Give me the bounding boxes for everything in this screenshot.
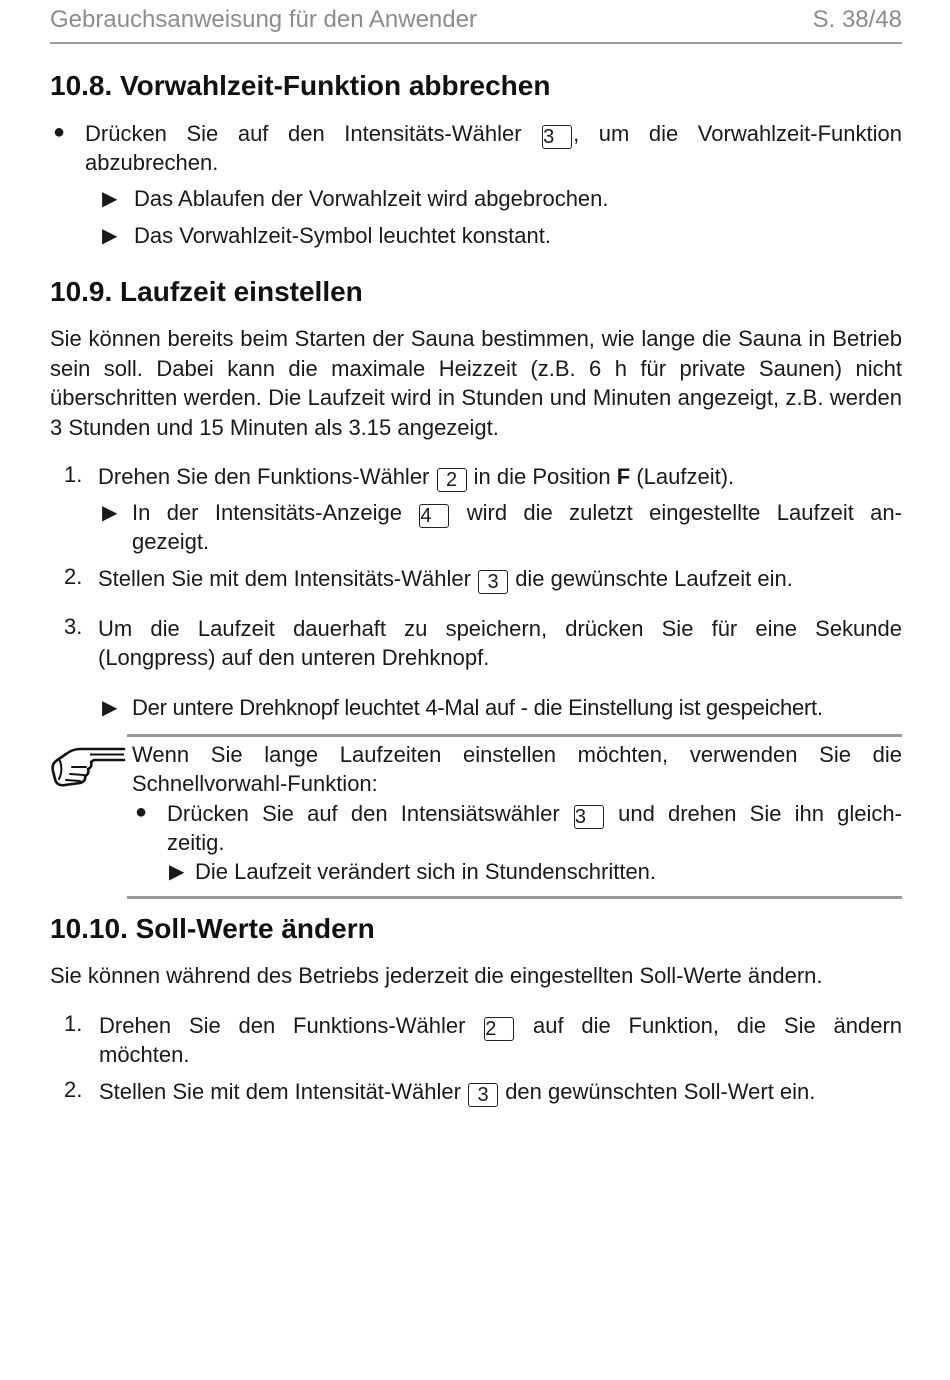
step-text-cont: möchten. [99,1042,190,1067]
result-arrow-icon: ▶ [102,188,118,210]
note-top-rule [127,734,902,737]
section-intro: Sie können während des Betriebs jederzeit die eingestellten Soll-Werte ändern. [50,963,823,988]
result-arrow-icon: ▶ [102,502,118,524]
result-text: Der untere Drehknopf leuchtet 4-Mal auf - die Einstellung ist gespeichert. [132,695,823,720]
note-text-cont: Schnellvorwahl-Funktion: [132,771,378,796]
result-text-cont: gezeigt. [132,529,210,554]
reference-box: 4 [419,504,449,528]
reference-box: 2 [437,468,467,492]
note-result: Die Laufzeit verändert sich in Stundenschritten. [195,859,657,884]
result-text: Das Ablaufen der Vorwahlzeit wird abgebrochen. [134,186,609,211]
result-arrow-icon: ▶ [169,861,185,883]
result-arrow-icon: ▶ [102,225,118,247]
bullet-marker: ● [53,121,66,143]
step-text: Drehen Sie den Funktions-Wähler 2 auf die Funktion, die Sie ändern [99,1013,903,1040]
note-bullet-cont: zeitig. [167,830,225,855]
step-number: 2. [64,1077,83,1102]
bullet-marker: ● [135,801,148,823]
note-text: Wenn Sie lange Laufzeiten einstellen möchten, verwenden Sie die [132,742,902,767]
page-number: S. 38/48 [812,6,902,33]
pointing-hand-icon [50,739,126,789]
reference-box: 2 [484,1017,514,1041]
step-text: Stellen Sie mit dem Intensitäts-Wähler 3 die gewünschte Laufzeit ein. [98,566,793,593]
step-text: Stellen Sie mit dem Intensität-Wähler 3 den gewünschten Soll-Wert ein. [99,1079,816,1106]
page-header [50,4,902,44]
reference-box: 3 [468,1083,498,1107]
reference-box: 3 [478,570,508,594]
note-bullet: Drücken Sie auf den Intensiätswähler 3 und drehen Sie ihn gleich- [167,801,902,828]
document-title: Gebrauchsanweisung für den Anwender [50,6,477,33]
section-heading-10-8: 10.8. Vorwahlzeit-Funktion abbrechen [50,70,551,101]
result-arrow-icon: ▶ [102,697,118,719]
step-text: Drehen Sie den Funktions-Wähler 2 in die Position F (Laufzeit). [98,464,735,491]
note-bottom-rule [127,896,902,899]
section-intro: Sie können bereits beim Starten der Sauna bestimmen, wie lange die Sauna in Betrieb sein soll. Dabei kann die maximale Heizzeit (z.B. 6 h für private Saunen) nicht überschritten werden. Die Laufzeit wird in Stunden und Minuten angezeigt, z.B. werden 3 Stunden und 15 Minuten als 3.15 angezeigt. [50,326,902,440]
reference-box: 3 [574,805,604,829]
result-text: Das Vorwahlzeit-Symbol leuchtet konstant. [134,223,551,248]
section-heading-10-10: 10.10. Soll-Werte ändern [50,913,375,944]
step-number: 2. [64,564,83,589]
result-text: In der Intensitäts-Anzeige 4 wird die zuletzt eingestellte Laufzeit an- [132,500,902,527]
step-number: 1. [64,1011,83,1036]
step-number: 1. [64,462,83,487]
reference-box: 3 [542,125,572,149]
instruction-bullet-cont: abzubrechen. [85,150,219,175]
step-text-cont: (Longpress) auf den unteren Drehknopf. [98,645,490,670]
step-text: Um die Laufzeit dauerhaft zu speichern, drücken Sie für eine Sekunde [98,616,902,641]
section-heading-10-9: 10.9. Laufzeit einstellen [50,276,363,307]
step-number: 3. [64,614,83,639]
instruction-bullet: Drücken Sie auf den Intensitäts-Wähler 3 , um die Vorwahlzeit-Funktion [85,121,903,148]
